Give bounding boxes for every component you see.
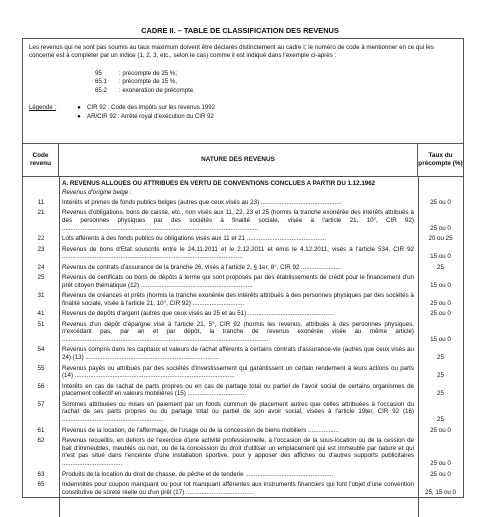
section-row [23, 180, 463, 188]
row-nature: Lots afférents à des fonds publics ou obligations visés aux 11 et 21 .............................................. [62, 235, 326, 243]
header-rate: Taux du précompte (%) [418, 152, 463, 167]
bullet-icon: ● [77, 104, 81, 112]
legend-label: Légende : [29, 104, 57, 112]
row-nature: Revenus d'un dépôt d'épargne visé à l'article 21, 5°, CIR 92 (hormis les revenus, attribués à des personnes physiques, n'excédant pas, par an et par dépôt, la tranche de revenus exonérée visée au même article) ........................................................................................................................ [62, 320, 414, 344]
origin-row [23, 189, 463, 197]
example-code-text: : précompte de 25 %; [119, 69, 177, 77]
row-rate: 25 [437, 263, 444, 271]
example-codes [95, 70, 463, 96]
row-code: 24 [37, 263, 45, 271]
row-code: 55 [37, 364, 45, 372]
table-row [23, 264, 463, 272]
row-nature: Produits de la location du droit de chasse, de pêche et de tenderie ................................................... [62, 470, 334, 478]
header-code: Code revenu [23, 144, 59, 176]
bullet-icon: ● [77, 112, 81, 120]
row-code: 22 [37, 235, 45, 243]
table-row [23, 274, 463, 290]
row-nature: Revenus de dépôts d'argent (autres que ceux visés au 25 et au 51) .................................................. [62, 310, 334, 318]
example-code-row [95, 78, 463, 87]
origin-label: Revenus d'origine belge : [62, 188, 132, 196]
legend-item-text: AR/CIR 92 : Arrêté royal d'exécution du CIR 92 [87, 112, 214, 120]
row-nature: Indemnités pour coupon manquant ou pour lot manquant afférentes aux instruments financiers qui font l'objet d'une convention constitutive de sûreté réelle ou d'un prêt (17) ....................................... [62, 480, 414, 496]
row-nature: Revenus de bons d'Etat souscrits entre le 24.11.2011 et le 2.12.2011 et émis le 4.12.2011, visés à l'article 534, CIR 92 ......................................................................................................... [62, 245, 414, 261]
row-nature: Intérêts et primes de fonds publics belges (autres que ceux visés au 23) ............................................... [62, 199, 342, 207]
table-row [23, 246, 463, 262]
table-row [23, 365, 463, 381]
table-row [23, 321, 463, 344]
row-rate: 25 [437, 354, 444, 362]
row-code: 31 [37, 292, 45, 300]
row-rate: 25 ou 0 [430, 460, 451, 468]
example-code: 65.1 [95, 78, 107, 86]
row-nature: Intérêts en cas de rachat de parts propres ou en cas de partage total ou partiel de l'avoir social de certains organismes de placement collectif en valeurs mobilières (15) .................................. [62, 382, 414, 398]
row-code: 63 [37, 470, 45, 478]
row-code: 23 [37, 245, 45, 253]
row-code: 41 [37, 310, 45, 318]
row-rate: 25 ou 0 [430, 224, 451, 232]
row-code: 57 [37, 400, 45, 408]
example-code-row [95, 87, 463, 96]
row-code: 62 [37, 436, 45, 444]
row-rate: 25 [437, 416, 444, 424]
row-code: 25 [37, 274, 45, 282]
example-code: 95 [95, 69, 102, 77]
row-nature: Revenus de certificats ou bons de dépôts à terme qui sont proposés par des établissements de crédit pour le financement d'un prêt citoyen thématique (12) ................................................................. [62, 274, 414, 289]
table-row [23, 471, 463, 479]
row-code: 54 [37, 346, 45, 354]
table-row [23, 310, 463, 318]
legend [29, 104, 463, 121]
header-nature: NATURE DES REVENUS [59, 144, 418, 176]
table-row [23, 383, 463, 399]
table-row [23, 209, 463, 232]
row-rate: 15 ou 0 [430, 281, 451, 289]
row-code: 56 [37, 382, 45, 390]
table-row [23, 235, 463, 243]
row-rate: 25 ou 0 [430, 310, 451, 318]
row-nature: Revenus payés ou attribués par des sociétés d'investissement qui garantissent un certain rendement à leurs actions ou parts (14) ............................................................................................. [62, 364, 414, 380]
row-nature: Revenus recueillis, en dehors de l'exercice d'une activité professionnelle, à l'occasion de la sous-location ou de la cession de bail d'immeubles, meublés ou non, ou de la concession du droit d'utiliser un emplacement qui est immeuble par nature et qui n'est pas situé dans l'enceinte d'une installation sportive, pour y apposer des affiches ou d'autres supports publicitaires ................................... [62, 436, 414, 468]
row-rate: 25 [437, 390, 444, 398]
table-row [23, 346, 463, 362]
row-rate: 15 ou 0 [430, 336, 451, 344]
row-code: 65 [37, 480, 45, 488]
row-rate: 20 ou 25 [428, 235, 453, 243]
row-nature: Revenus d'obligations, bons de caisse, etc., non visés aux 11, 22, 23 et 25 (hormis la tranche exonérée des intérêts attribués à des personnes physiques par des sociétés à finalité sociale, visée à l'article 21, 10°, CIR 92) .................................................................................................................. [62, 209, 414, 232]
classification-frame [22, 38, 464, 498]
table-row [23, 427, 463, 435]
row-rate: 15 ou 0 [430, 253, 451, 261]
row-code: 21 [37, 209, 45, 217]
legend-item-text: CIR 92 : Code des impôts sur les revenus 1992 [87, 104, 216, 112]
row-nature: Revenus de la location, de l'affermage, de l'usage ou de la concession de biens mobiliers .................. [62, 426, 340, 434]
row-rate: 25 ou 0 [430, 299, 451, 307]
section-a-title: A. REVENUS ALLOUES OU ATTRIBUES EN VERTU DE CONVENTIONS CONCLUES A PARTIR DU 1.12.1962 [62, 180, 376, 187]
row-nature: Revenus de contrats d'assurance de la branche 26, visés à l'article 2, § 1er, 8°, CIR 92 ....................... [62, 263, 341, 271]
row-nature: Revenus compris dans les capitaux et valeurs de rachat afférents à certains contrats d'assurance-vie (autres que ceux visés au 24) (13) .............................................................................. [62, 346, 414, 362]
row-code: 61 [37, 426, 45, 434]
row-rate: 25 ou 0 [430, 426, 451, 434]
table-row [23, 199, 463, 207]
example-code-text: : précompte de 15 %, [119, 78, 177, 86]
example-code-row [95, 70, 463, 79]
table-row [23, 292, 463, 308]
table-body [23, 177, 463, 496]
page-title: CADRE II. – TABLE DE CLASSIFICATION DES REVENUS [141, 26, 339, 35]
row-rate: 25 ou 0 [430, 199, 451, 207]
row-nature: Revenus de créances et prêts (hormis la tranche exonérée des intérêts attribués à des personnes physiques par des sociétés à finalité sociale, visée à l'article 21, 10°, CIR 92) .............................. [62, 292, 414, 307]
table-row [23, 481, 463, 497]
table-header [23, 143, 463, 177]
row-rate: 25 ou 0 [430, 470, 451, 478]
legend-item [71, 104, 215, 113]
row-rate: 25 [437, 372, 444, 380]
row-nature: Sommes attribuées ou mises en paiement par un fonds commun de placement autres que celles attribuées à l'occasion du rachat de ses parts propres ou du partage total ou partiel de son avoir social, visées à l'article 19ter, CIR 92 (16) ........................................................... [62, 400, 414, 424]
table-row [23, 437, 463, 468]
row-code: 11 [37, 199, 45, 207]
legend-list [71, 104, 215, 121]
table-row [23, 401, 463, 424]
example-code-text: : exonération de précompte. [119, 86, 195, 94]
row-code: 51 [37, 320, 45, 328]
intro-text: Les revenus qui ne sont pas soumis au taux maximum doivent être déclarés distinctement au cadre I; le numéro de code à mentionner en ce qui les concerne est à compléter par un indice (1, 2, 3, etc., selon le cas) comme il est indiqué dans l'exemple ci-après : [29, 44, 434, 59]
legend-item [71, 113, 215, 122]
row-rate: 25, 15 ou 0 [425, 488, 456, 496]
example-code: 65.2 [95, 86, 107, 94]
